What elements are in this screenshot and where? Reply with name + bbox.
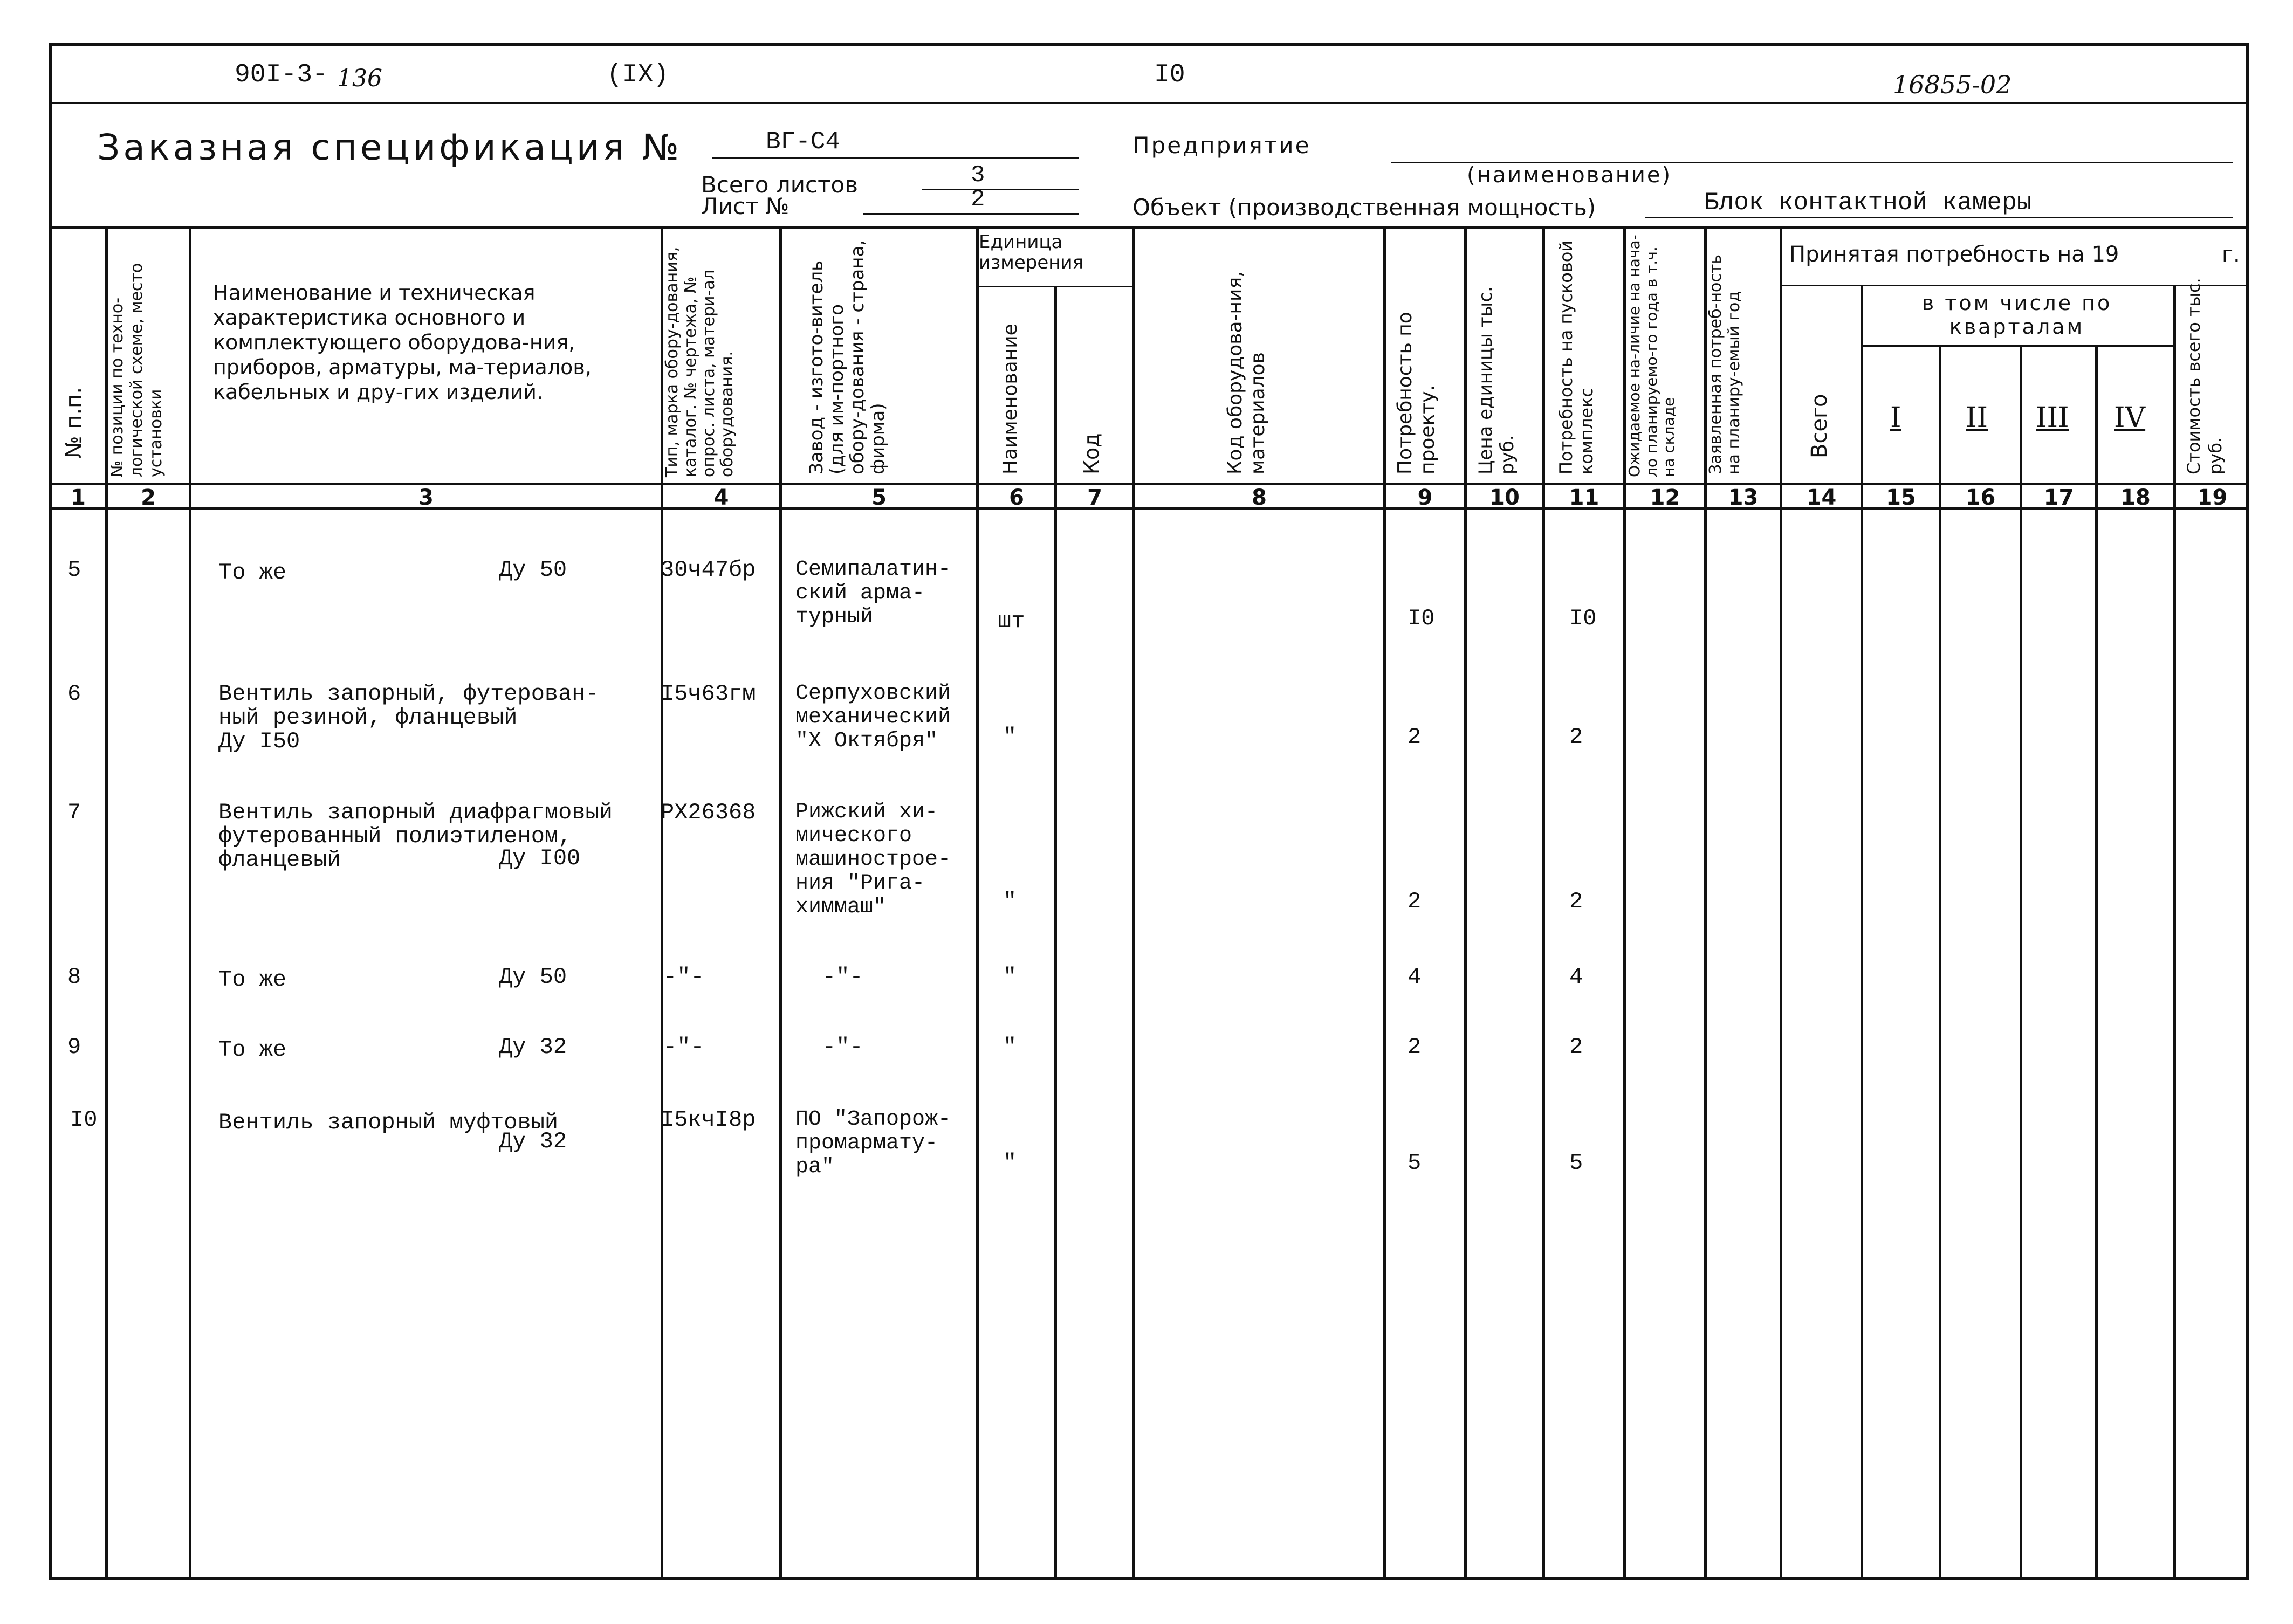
col-sep-4: [779, 226, 782, 1580]
quarter-2-header: II: [1966, 402, 1988, 434]
item-name: То же: [218, 1037, 287, 1063]
item-launch: 2: [1569, 724, 1583, 750]
col-num-9: 9: [1417, 485, 1433, 510]
col-num-14: 14: [1806, 485, 1837, 510]
col-num-12: 12: [1650, 485, 1680, 510]
item-unit: ": [1003, 1034, 1017, 1060]
col-num-7: 7: [1087, 485, 1102, 510]
col-num-13: 13: [1728, 485, 1759, 510]
unit-group-header: Единица измерения: [979, 231, 1084, 273]
col-header-7: Код: [1080, 433, 1103, 474]
col-sep-14: [1861, 285, 1863, 1580]
item-dn: Ду 32: [499, 1128, 567, 1154]
sheet-label: Лист №: [701, 193, 789, 219]
col-sep-15: [1939, 345, 1941, 1580]
item-unit: ": [1003, 964, 1017, 990]
col-header-11: Потребность на пусковой комплекс: [1556, 240, 1597, 474]
item-dn: Ду I00: [499, 845, 581, 871]
doc-code-handwritten: 136: [337, 65, 382, 92]
doc-code: 90I-3-: [235, 60, 328, 90]
item-dn: Ду 32: [499, 1034, 567, 1060]
section-label: (IX): [607, 60, 669, 90]
row-number: 6: [67, 681, 81, 707]
item-need: 2: [1408, 889, 1422, 914]
row-number: I0: [70, 1107, 98, 1133]
total-sheets-value: 3: [971, 162, 985, 189]
item-name: Вентиль запорный диафрагмовый футерованный полиэтиленом, фланцевый: [218, 800, 613, 873]
item-need: 4: [1408, 964, 1422, 990]
item-launch: 2: [1569, 889, 1583, 914]
col-header-2: № позиции по техно-логической схеме, место установки: [108, 263, 166, 477]
spec-number: ВГ-С4: [766, 128, 841, 156]
item-launch: 5: [1569, 1150, 1583, 1176]
item-unit: ": [1003, 724, 1017, 750]
object-label: Объект (производственная мощность): [1132, 194, 1596, 221]
item-type: -"-: [663, 1034, 704, 1060]
item-type: 30ч47бр: [661, 557, 756, 583]
row-number: 5: [67, 557, 81, 583]
col-num-18: 18: [2120, 485, 2151, 510]
spec-title: Заказная спецификация №: [97, 127, 683, 168]
item-name: То же: [218, 967, 287, 993]
col-num-17: 17: [2043, 485, 2074, 510]
archive-number: 16855-02: [1893, 70, 2012, 99]
item-maker: -"-: [822, 1034, 863, 1060]
item-launch: I0: [1569, 605, 1597, 631]
col-num-5: 5: [871, 485, 887, 510]
col-sep-18: [2173, 285, 2176, 1580]
item-type: I5кчI8р: [661, 1107, 756, 1133]
col-num-16: 16: [1965, 485, 1996, 510]
col-header-4: Тип, марка обору-дования, каталог. № чертежа, № опрос. листа, матери-ал оборудования.: [663, 246, 737, 477]
quarter-4-header: IV: [2114, 402, 2146, 434]
col-header-19: Стоимость всего тыс. руб.: [2184, 278, 2226, 474]
col-header-5: Завод - изгото-витель (для им-портного обору-дования - страна, фирма): [806, 239, 889, 474]
page-number: I0: [1154, 60, 1185, 90]
total-sheets-label: Всего листов: [701, 171, 859, 198]
item-need: 5: [1408, 1150, 1422, 1176]
item-maker: Рижский хи- мического машинострое- ния "Рига- химмаш": [795, 800, 951, 919]
item-dn: Ду 50: [499, 964, 567, 990]
item-launch: 2: [1569, 1034, 1583, 1060]
col-header-6: Наименование: [999, 324, 1021, 474]
item-maker: Серпуховский механический "Х Октября": [795, 682, 951, 753]
name-label: (наименование): [1467, 163, 1672, 188]
col-sep-2: [189, 226, 191, 1580]
col-header-12: Ожидаемое на-личие на нача-ло планируемо-го года в т.ч. на складе: [1625, 235, 1678, 477]
item-type: РХ26368: [661, 800, 756, 825]
item-unit: ": [1003, 889, 1017, 914]
item-launch: 4: [1569, 964, 1583, 990]
col-num-3: 3: [418, 485, 434, 510]
item-need: I0: [1408, 605, 1435, 631]
row-number: 9: [67, 1034, 81, 1060]
col-sep-6: [1054, 286, 1057, 1580]
accepted-group-header: Принятая потребность на 19: [1789, 242, 2119, 267]
col-num-8: 8: [1252, 485, 1267, 510]
col-num-10: 10: [1489, 485, 1520, 510]
item-name: То же: [218, 560, 287, 586]
item-maker: ПО "Запорож- промармату- ра": [795, 1107, 951, 1179]
col-header-13: Заявленная потреб-ность на планиру-емый год: [1706, 254, 1743, 474]
accepted-group-suffix: г.: [2222, 242, 2240, 267]
quarter-3-header: III: [2036, 402, 2069, 434]
item-maker: -"-: [822, 964, 863, 990]
item-name: Вентиль запорный муфтовый: [218, 1110, 559, 1136]
col-header-3: Наименование и техническая характеристика основного и комплектующего оборудова-ния, приборов, арматуры, ма-териалов, кабельных и дру-гих изделий.: [213, 281, 592, 404]
object-value: Блок контактной камеры: [1704, 189, 2032, 217]
item-dn: Ду 50: [499, 557, 567, 583]
sheet-value: 2: [971, 186, 985, 213]
quarter-1-header: I: [1890, 402, 1901, 434]
header-top-line: [49, 226, 2249, 229]
col-num-15: 15: [1886, 485, 1916, 510]
col-sep-13: [1780, 226, 1782, 1580]
quarter-group-line: [1861, 345, 2173, 347]
col-header-9: Потребность по проекту.: [1394, 312, 1439, 474]
col-header-14: Всего: [1807, 394, 1832, 458]
col-header-1: № п.п.: [61, 387, 86, 458]
item-need: 2: [1408, 1034, 1422, 1060]
col-sep-7: [1132, 226, 1135, 1580]
col-num-11: 11: [1569, 485, 1599, 510]
col-sep-10: [1542, 226, 1545, 1580]
row-number: 8: [67, 964, 81, 990]
col-sep-16: [2020, 345, 2022, 1580]
item-type: I5ч63гм: [661, 681, 756, 707]
accepted-group-line: [1780, 285, 2249, 286]
col-num-1: 1: [71, 485, 86, 510]
col-num-2: 2: [141, 485, 156, 510]
col-header-10: Цена единицы тыс. руб.: [1475, 286, 1518, 474]
col-num-19: 19: [2197, 485, 2228, 510]
item-need: 2: [1408, 724, 1422, 750]
col-sep-17: [2095, 345, 2098, 1580]
item-maker: Семипалатин- ский арма- турный: [795, 558, 951, 629]
item-unit: ": [1003, 1150, 1017, 1176]
quarter-group-header: в том числе по кварталам: [1921, 291, 2112, 339]
col-sep-9: [1464, 226, 1467, 1580]
col-header-8: Код оборудова-ния, материалов: [1224, 271, 1269, 474]
item-type: -"-: [663, 964, 704, 990]
col-sep-5: [976, 226, 979, 1580]
col-sep-8: [1383, 226, 1386, 1580]
col-num-6: 6: [1009, 485, 1024, 510]
item-unit: шт: [998, 608, 1025, 634]
enterprise-label: Предприятие: [1132, 132, 1311, 159]
item-name: Вентиль запорный, футерован- ный резиной, фланцевый Ду I50: [218, 681, 599, 754]
col-num-4: 4: [713, 485, 729, 510]
row-number: 7: [67, 800, 81, 825]
